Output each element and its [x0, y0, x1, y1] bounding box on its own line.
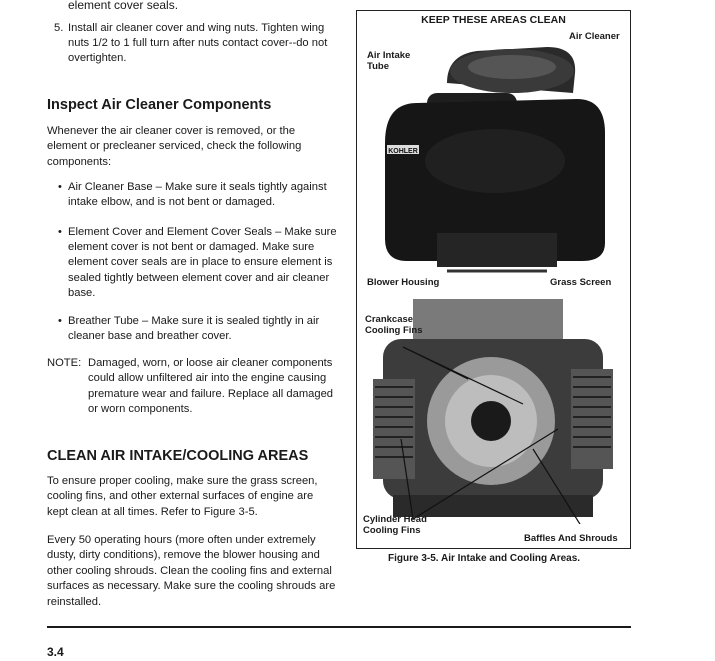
bullet-item: [58, 180, 338, 210]
inspect-heading: Inspect Air Cleaner Components: [47, 97, 272, 113]
engine-photo-top: [377, 33, 609, 279]
label-air-intake-tube-line-2: Tube: [367, 61, 389, 72]
bullet-text: Air Cleaner Base – Make sure it seals tightly against intake elbow, and is not bent or damaged.: [68, 181, 327, 209]
bullet-text: Breather Tube – Make sure it is sealed tightly in air cleaner base and breather cover.: [68, 315, 320, 343]
figure-frame: [356, 10, 631, 549]
wing-nut-area: [468, 55, 556, 79]
bullet-icon: •: [58, 226, 62, 238]
bullet-item: [58, 314, 338, 344]
label-air-cleaner: Air Cleaner: [569, 31, 620, 42]
crankcase-top: [413, 299, 563, 339]
inspect-intro: Whenever the air cleaner cover is removed, or the element or precleaner serviced, check the following components:: [47, 125, 302, 168]
bullet-text: Element Cover and Element Cover Seals – Make sure element cover is not bent or damaged. Make sure element cover seals are in place to ensure element is sealed tightly between element cover and air cleaner base.: [68, 226, 337, 299]
label-cylinder-head-line-1: Cylinder Head: [363, 514, 427, 525]
bullet-icon: •: [58, 315, 62, 327]
step-text: Install air cleaner cover and wing nuts. Tighten wing nuts 1/2 to 1 full turn after nuts contact cover--do not overtighten.: [68, 22, 328, 64]
label-air-intake-tube-line-1: Air Intake: [367, 50, 411, 61]
brand-text: KOHLER: [388, 148, 418, 155]
continued-text: element cover seals.: [68, 0, 179, 12]
label-blower-housing: Blower Housing: [367, 277, 440, 288]
footer-rule: [47, 626, 631, 628]
right-fins: [571, 369, 613, 469]
step-5: [54, 21, 344, 66]
figure-caption: Figure 3-5. Air Intake and Cooling Areas.: [388, 553, 581, 564]
note-label: NOTE:: [47, 357, 82, 369]
bullet-item: [58, 225, 338, 301]
label-crankcase-line-2: Cooling Fins: [365, 325, 423, 336]
figure-title: KEEP THESE AREAS CLEAN: [421, 14, 566, 26]
left-fins: [373, 379, 415, 479]
clean-heading: CLEAN AIR INTAKE/COOLING AREAS: [47, 448, 309, 464]
label-grass-screen: Grass Screen: [550, 277, 612, 288]
housing-highlight: [425, 129, 565, 193]
label-crankcase-line-1: Crankcase: [365, 314, 414, 325]
note-block: [47, 356, 342, 418]
page-number: 3.4: [47, 645, 64, 659]
step-number: 5.: [54, 22, 64, 34]
grass-screen-shape: [437, 233, 557, 267]
bullet-icon: •: [58, 181, 62, 193]
label-baffles-shrouds: Baffles And Shrouds: [524, 533, 618, 544]
clean-para-1: To ensure proper cooling, make sure the grass screen, cooling fins, and other external surfaces of engine are kept clean at all times. Refer to Figure 3-5.: [47, 475, 318, 518]
note-text: Damaged, worn, or loose air cleaner components could allow unfiltered air into the engine causing premature wear and failure. Replace all damaged or worn components.: [88, 357, 334, 416]
label-cylinder-head-line-2: Cooling Fins: [363, 525, 421, 536]
flywheel-hub: [471, 401, 511, 441]
clean-para-2: Every 50 operating hours (more often under extremely dusty, dirty conditions), remove the blower housing and other cooling shrouds. Clean the cooling fins and external surfaces as necessary. Make sure the cooling shrouds are reinstalled.: [47, 534, 336, 608]
